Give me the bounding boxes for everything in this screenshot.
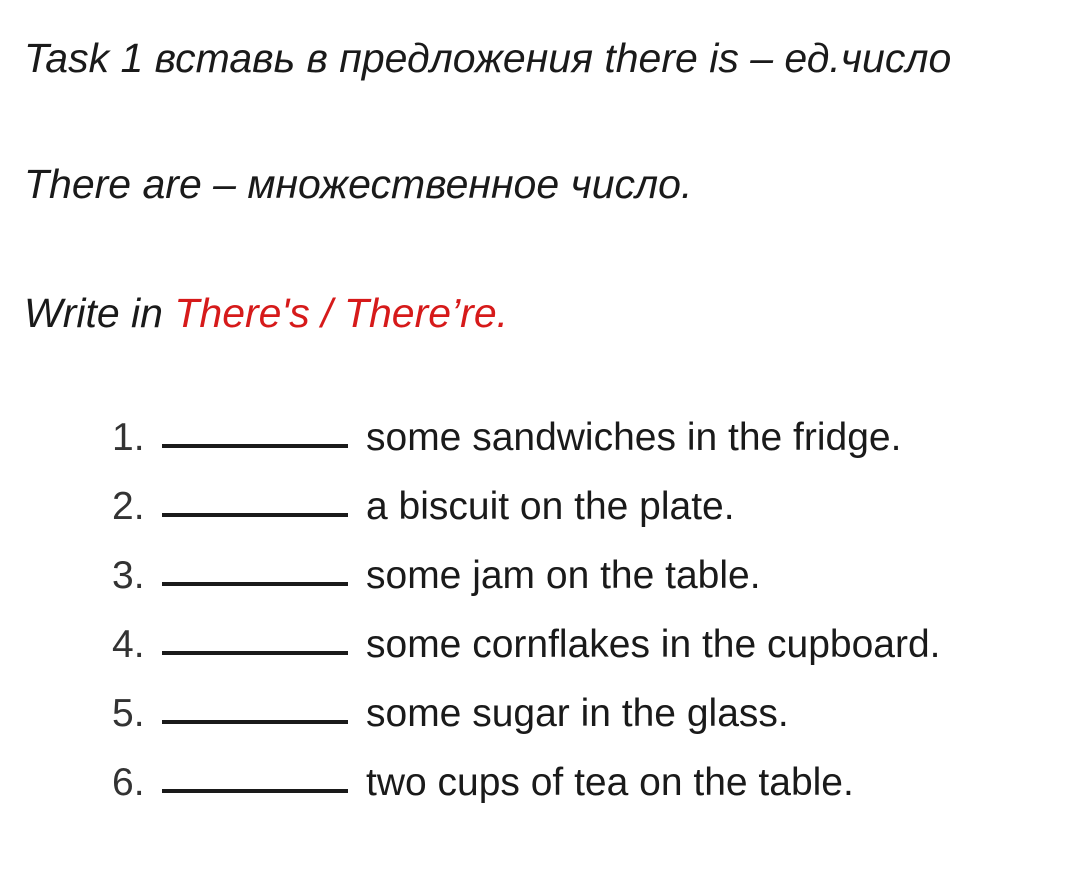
exercise-text: two cups of tea on the table. [366, 761, 854, 804]
exercise-text: some sandwiches in the fridge. [366, 416, 902, 459]
instruction-prefix: Write in [24, 290, 175, 336]
answer-blank[interactable] [162, 444, 348, 448]
exercise-text: a biscuit on the plate. [366, 485, 735, 528]
exercise-item [112, 690, 941, 759]
exercise-item [112, 621, 941, 690]
exercise-number: 3. [112, 554, 145, 597]
instruction-highlight: There's / There’re. [174, 290, 509, 336]
task-title: Task 1 вставь в предложения there is – ед.число [24, 35, 952, 81]
answer-blank[interactable] [162, 720, 348, 724]
exercise-number: 2. [112, 485, 145, 528]
answer-blank[interactable] [162, 789, 348, 793]
exercise-item [112, 414, 941, 483]
answer-blank[interactable] [162, 513, 348, 517]
exercise-item [112, 759, 941, 828]
exercise-number: 1. [112, 416, 145, 459]
exercise-number: 4. [112, 623, 145, 666]
exercise-number: 5. [112, 692, 145, 735]
exercise-text: some sugar in the glass. [366, 692, 789, 735]
task-subtitle: There are – множественное число. [24, 161, 693, 207]
exercise-list [112, 414, 941, 828]
exercise-item [112, 483, 941, 552]
exercise-item [112, 552, 941, 621]
answer-blank[interactable] [162, 582, 348, 586]
answer-blank[interactable] [162, 651, 348, 655]
exercise-text: some jam on the table. [366, 554, 761, 597]
exercise-text: some cornflakes in the cupboard. [366, 623, 941, 666]
exercise-number: 6. [112, 761, 145, 804]
task-instruction [24, 289, 508, 337]
